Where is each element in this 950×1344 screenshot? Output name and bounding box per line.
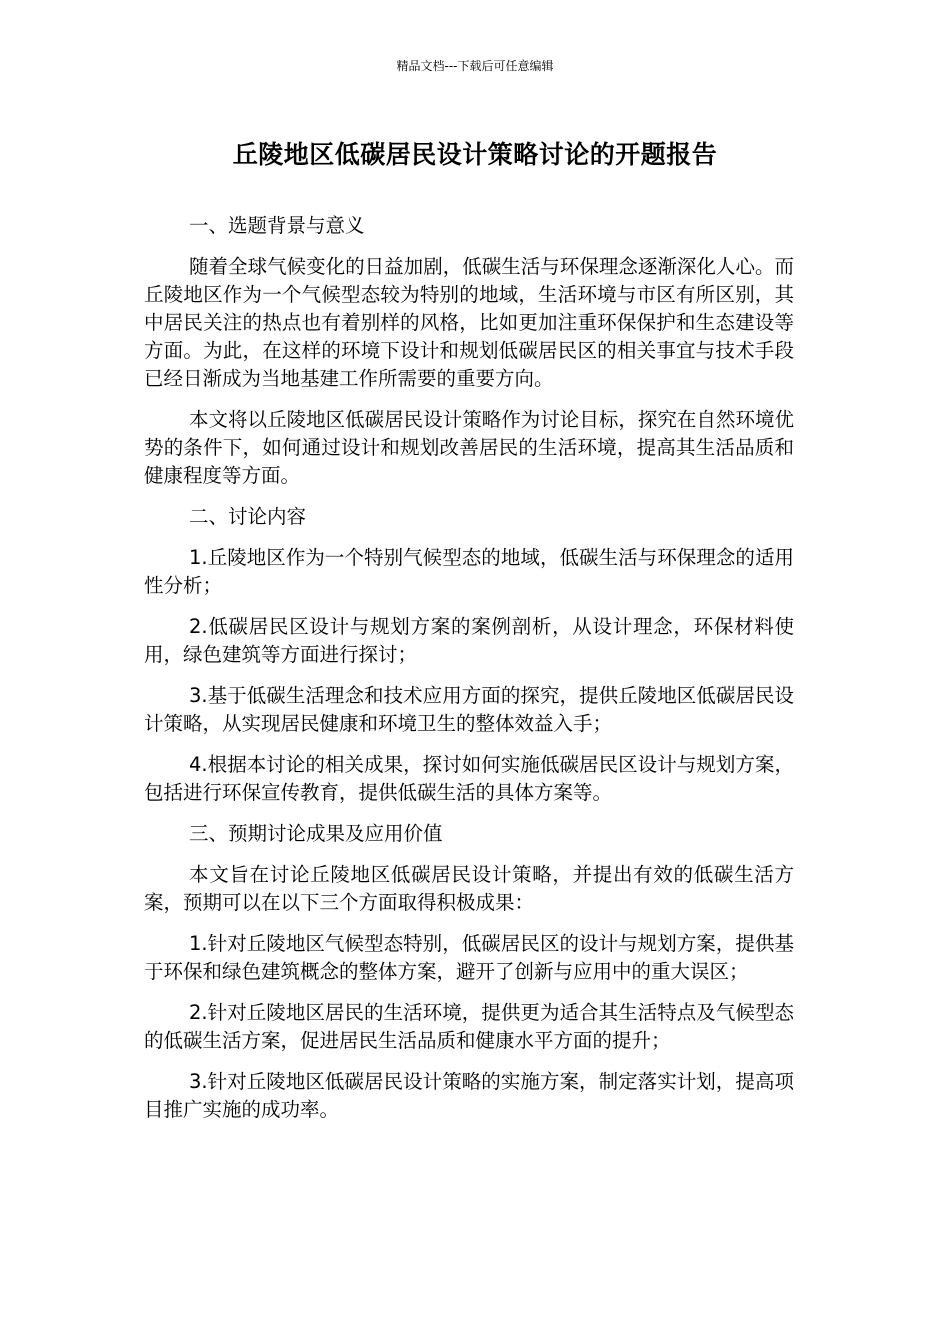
document-body (144, 212, 794, 1137)
list-item: 1.丘陵地区作为一个特别气候型态的地域，低碳生活与环保理念的适用性分析； (144, 546, 794, 597)
section-heading: 三、预期讨论成果及应用价值 (189, 822, 443, 845)
section-heading: 一、选题背景与意义 (189, 214, 365, 237)
section-heading: 二、讨论内容 (189, 505, 307, 528)
paragraph: 随着全球气候变化的日益加剧，低碳生活与环保理念逐渐深化人心。而丘陵地区作为一个气候型态较为特别的地域，生活环境与市区有所区别，其中居民关注的热点也有着别样的风格，比如更加注重环保保护和生态建设等方面。为此，在这样的环境下设计和规划低碳居民区的相关事宜与技术手段已经日渐成为当地基建工作所需要的重要方向。 (144, 255, 794, 390)
list-item: 3.针对丘陵地区低碳居民设计策略的实施方案，制定落实计划，提高项目推广实施的成功率。 (144, 1070, 794, 1121)
list-item: 3.基于低碳生活理念和技术应用方面的探究，提供丘陵地区低碳居民设计策略，从实现居民健康和环境卫生的整体效益入手； (144, 684, 794, 735)
paragraph: 本文将以丘陵地区低碳居民设计策略作为讨论目标，探究在自然环境优势的条件下，如何通过设计和规划改善居民的生活环境，提高其生活品质和健康程度等方面。 (144, 408, 794, 487)
list-item: 4.根据本讨论的相关成果，探讨如何实施低碳居民区设计与规划方案，包括进行环保宣传教育，提供低碳生活的具体方案等。 (144, 753, 794, 804)
list-item: 1.针对丘陵地区气候型态特别，低碳居民区的设计与规划方案，提供基于环保和绿色建筑概念的整体方案，避开了创新与应用中的重大误区； (144, 932, 794, 983)
document-title: 丘陵地区低碳居民设计策略讨论的开题报告 (232, 140, 718, 169)
list-item: 2.低碳居民区设计与规划方案的案例剖析，从设计理念，环保材料使用，绿色建筑等方面进行探讨； (144, 615, 794, 666)
page-header: 精品文档---下载后可任意编辑 (396, 59, 554, 73)
paragraph: 本文旨在讨论丘陵地区低碳居民设计策略，并提出有效的低碳生活方案，预期可以在以下三个方面取得积极成果： (144, 863, 794, 914)
list-item: 2.针对丘陵地区居民的生活环境，提供更为适合其生活特点及气候型态的低碳生活方案，促进居民生活品质和健康水平方面的提升； (144, 1001, 794, 1052)
